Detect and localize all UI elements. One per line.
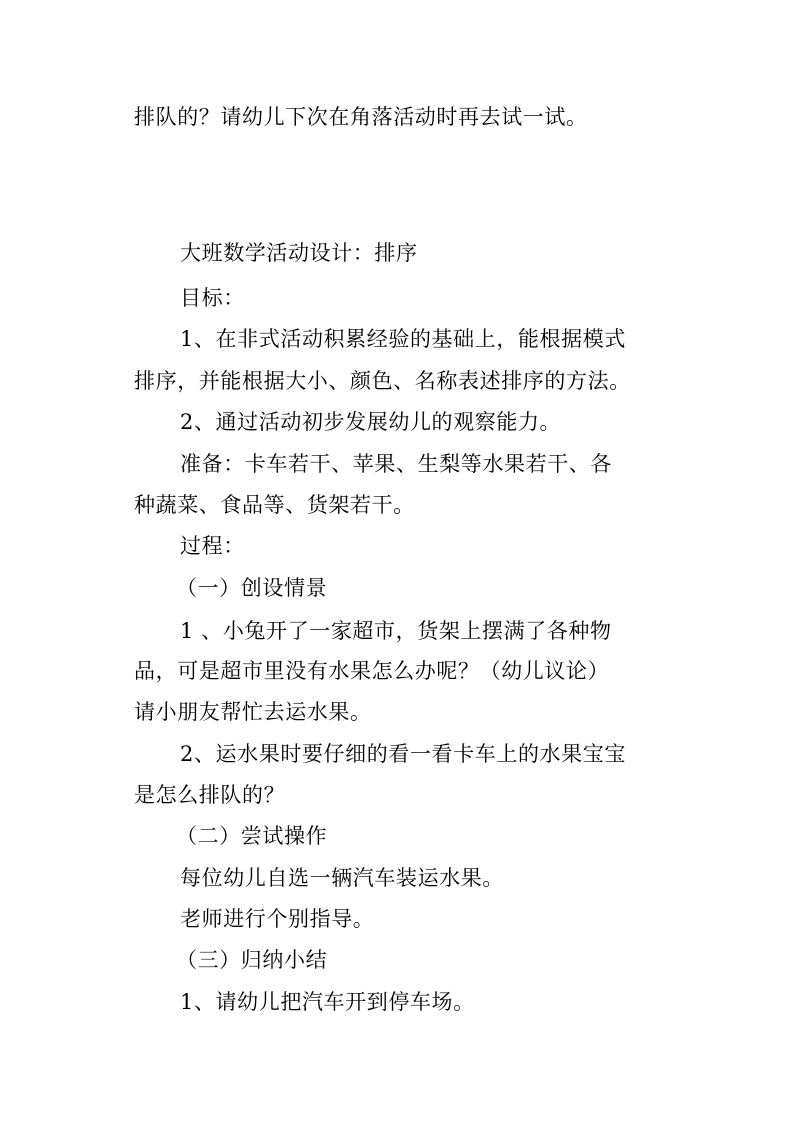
- paragraph-line: 2、通过活动初步发展幼儿的观察能力。: [180, 410, 562, 434]
- subheading: （三）归纳小结: [176, 948, 328, 972]
- subheading: （二）尝试操作: [176, 824, 328, 848]
- paragraph-line: 种蔬菜、食品等、货架若干。: [134, 493, 415, 517]
- paragraph-line: 老师进行个别指导。: [180, 907, 375, 931]
- heading-goal: 目标：: [180, 286, 245, 310]
- paragraph-line: 准备：卡车若干、苹果、生梨等水果若干、各: [180, 452, 612, 476]
- paragraph-line: 1、在非式活动积累经验的基础上，能根据模式: [180, 327, 626, 351]
- paragraph-line: 品，可是超市里没有水果怎么办呢？（幼儿议论）: [134, 659, 610, 683]
- paragraph-line: 请小朋友帮忙去运水果。: [134, 700, 372, 724]
- paragraph-line: 是怎么排队的？: [134, 783, 286, 807]
- paragraph-line: 1、请幼儿把汽车开到停车场。: [180, 990, 475, 1014]
- paragraph-line: 2、运水果时要仔细的看一看卡车上的水果宝宝: [180, 742, 626, 766]
- subheading: （一）创设情景: [176, 576, 328, 600]
- paragraph-line: 排队的？请幼儿下次在角落活动时再去试一试。: [134, 105, 588, 129]
- paragraph-line: 1 、小兔开了一家超市，货架上摆满了各种物: [180, 619, 612, 643]
- heading-process: 过程：: [180, 534, 245, 558]
- paragraph-line: 排序，并能根据大小、颜色、名称表述排序的方法。: [134, 369, 631, 393]
- paragraph-line: 每位幼儿自选一辆汽车装运水果。: [180, 866, 504, 890]
- section-title: 大班数学活动设计：排序: [180, 241, 418, 265]
